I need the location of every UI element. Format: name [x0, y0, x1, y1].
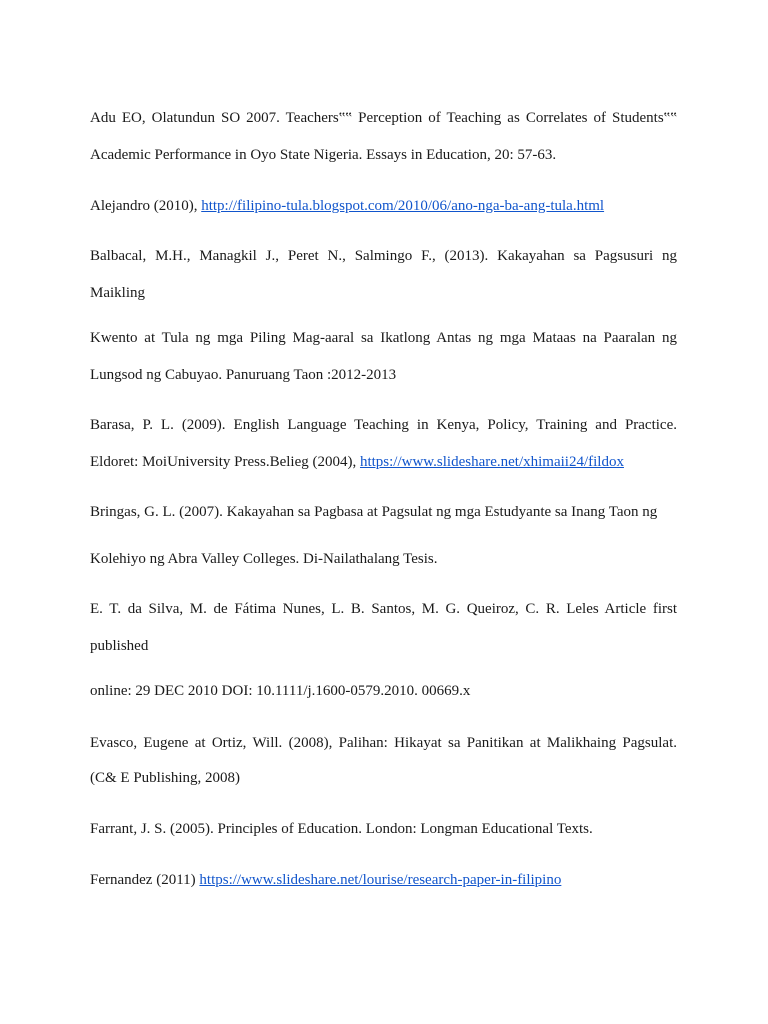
- reference-bringas-line-1: Bringas, G. L. (2007). Kakayahan sa Pagbasa at Pagsulat ng mga Estudyante sa Inang Taon ng: [90, 504, 658, 520]
- reference-evasco-line-1: Evasco, Eugene at Ortiz, Will. (2008), Palihan: Hikayat sa Panitikan at Malikhaing Pagsulat.: [90, 735, 677, 751]
- reference-barasa-line-1: Barasa, P. L. (2009). English Language Teaching in Kenya, Policy, Training and Practice.: [90, 417, 677, 433]
- reference-barasa-line-2: [90, 452, 677, 472]
- reference-dasilva-line-2: published: [90, 638, 149, 654]
- reference-fernandez: [90, 870, 677, 890]
- reference-dasilva-line-1: E. T. da Silva, M. de Fátima Nunes, L. B. Santos, M. G. Queiroz, C. R. Leles Article first: [90, 601, 677, 617]
- reference-bringas-line-2: Kolehiyo ng Abra Valley Colleges. Di-Nailathalang Tesis.: [90, 551, 438, 567]
- reference-farrant: Farrant, J. S. (2005). Principles of Education. London: Longman Educational Texts.: [90, 821, 593, 837]
- reference-fernandez-text: Fernandez (2011): [90, 872, 200, 888]
- reference-balbacal-line-3: Kwento at Tula ng mga Piling Mag-aaral sa Ikatlong Antas ng mga Mataas na Paaralan ng: [90, 330, 677, 346]
- reference-balbacal-line-4: Lungsod ng Cabuyao. Panuruang Taon :2012-2013: [90, 367, 397, 383]
- reference-alejandro-text: Alejandro (2010),: [90, 198, 202, 214]
- reference-dasilva-line-3: online: 29 DEC 2010 DOI: 10.1111/j.1600-0579.2010. 00669.x: [90, 683, 471, 699]
- fernandez-url-link[interactable]: https://www.slideshare.net/lourise/research-paper-in-filipino: [199, 872, 562, 888]
- reference-adu-line-1: Adu EO, Olatundun SO 2007. Teachers‟‟ Perception of Teaching as Correlates of Students‟‟: [90, 110, 677, 126]
- reference-barasa-line-2-text: Eldoret: MoiUniversity Press.Belieg (2004),: [90, 454, 360, 470]
- reference-balbacal-line-2: Maikling: [90, 285, 145, 301]
- reference-evasco-line-2: (C& E Publishing, 2008): [90, 770, 241, 786]
- reference-adu-line-2: Academic Performance in Oyo State Nigeria. Essays in Education, 20: 57-63.: [90, 147, 557, 163]
- alejandro-url-link[interactable]: http://filipino-tula.blogspot.com/2010/06/ano-nga-ba-ang-tula.html: [201, 198, 605, 214]
- reference-balbacal-line-1: Balbacal, M.H., Managkil J., Peret N., Salmingo F., (2013). Kakayahan sa Pagsusuri ng: [90, 248, 677, 264]
- barasa-url-link[interactable]: https://www.slideshare.net/xhimaii24/fildox: [359, 454, 624, 470]
- reference-alejandro: [90, 196, 677, 216]
